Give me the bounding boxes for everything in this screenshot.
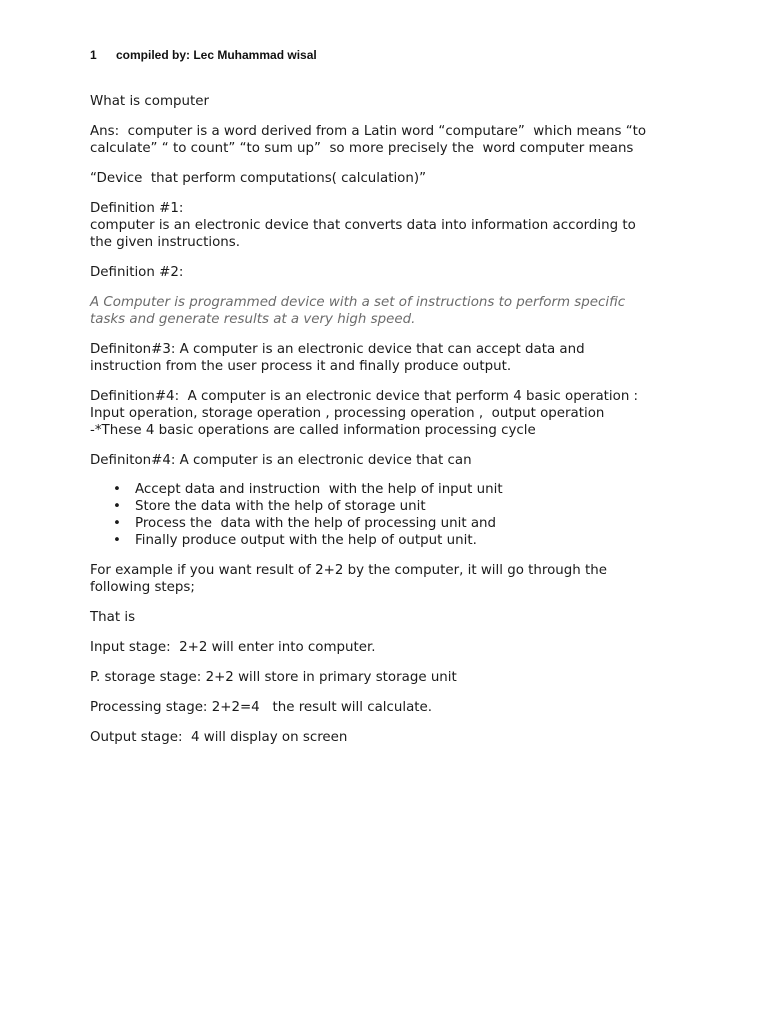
processing-stage: Processing stage: 2+2=4 the result will calculate. (90, 700, 433, 715)
device-quote: “Device that perform computations( calculation)” (90, 171, 427, 186)
definition-4-line: -*These 4 basic operations are called information processing cycle (90, 423, 536, 438)
definition-4 (90, 388, 690, 439)
question-heading: What is computer (90, 94, 209, 109)
page-header (90, 48, 317, 62)
bullet-icon: • (113, 499, 121, 514)
storage-stage: P. storage stage: 2+2 will store in primary storage unit (90, 670, 457, 685)
definition-1-line: the given instructions. (90, 235, 241, 250)
answer-line: Ans: computer is a word derived from a Latin word “computare” which means “to (90, 124, 647, 139)
bullet-list (90, 481, 690, 549)
definition-3-line: instruction from the user process it and finally produce output. (90, 359, 512, 374)
definition-1-line: computer is an electronic device that converts data into information according to (90, 218, 636, 233)
definition-1 (90, 200, 690, 251)
list-item: • Accept data and instruction with the help of input unit (113, 482, 503, 497)
definition-2-line: A Computer is programmed device with a set of instructions to perform specific (90, 295, 626, 310)
input-stage: Input stage: 2+2 will enter into computer. (90, 640, 376, 655)
bullet-icon: • (113, 482, 121, 497)
example-line: following steps; (90, 580, 195, 595)
answer-line: calculate” “ to count” “to sum up” so more precisely the word computer means (90, 141, 634, 156)
definition-4-line: Definition#4: A computer is an electronic device that perform 4 basic operation : (90, 389, 639, 404)
bullet-icon: • (113, 533, 121, 548)
list-item: • Process the data with the help of processing unit and (113, 516, 497, 531)
document-body (90, 93, 690, 759)
definition-5-intro: Definiton#4: A computer is an electronic device that can (90, 453, 472, 468)
definition-4-line: Input operation, storage operation , processing operation , output operation (90, 406, 605, 421)
compiled-by: compiled by: Lec Muhammad wisal (116, 48, 317, 62)
answer-paragraph (90, 123, 690, 157)
example-line: For example if you want result of 2+2 by the computer, it will go through the (90, 563, 607, 578)
example-paragraph (90, 562, 690, 596)
page-number: 1 (90, 48, 97, 62)
output-stage: Output stage: 4 will display on screen (90, 730, 348, 745)
list-item: • Store the data with the help of storage unit (113, 499, 426, 514)
definition-1-title: Definition #1: (90, 201, 184, 216)
definition-2-title: Definition #2: (90, 265, 184, 280)
list-item: • Finally produce output with the help of output unit. (113, 533, 477, 548)
definition-3-line: Definiton#3: A computer is an electronic device that can accept data and (90, 342, 585, 357)
that-is: That is (90, 610, 136, 625)
definition-2-line: tasks and generate results at a very high speed. (90, 312, 416, 327)
definition-3 (90, 341, 690, 375)
definition-2-text (90, 294, 690, 328)
bullet-icon: • (113, 516, 121, 531)
